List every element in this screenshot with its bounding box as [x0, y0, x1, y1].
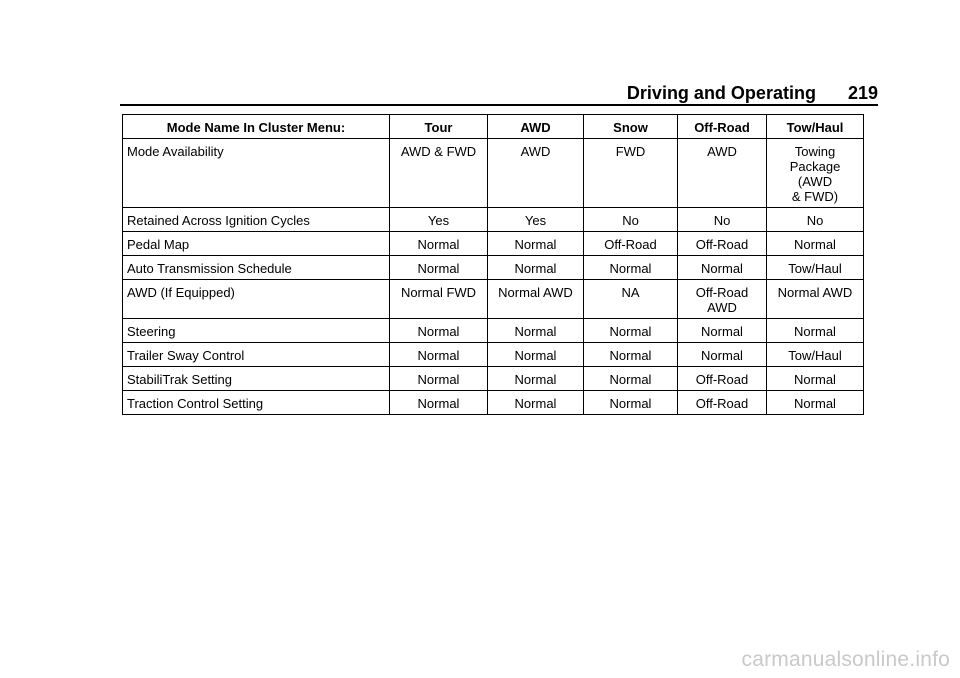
table-cell: Normal	[390, 391, 488, 415]
row-label: Mode Availability	[123, 139, 390, 208]
row-label: Trailer Sway Control	[123, 343, 390, 367]
table-cell: Off-Road	[678, 367, 767, 391]
column-header: Tow/Haul	[767, 115, 864, 139]
table-cell: Normal	[678, 343, 767, 367]
table-cell: Normal	[390, 232, 488, 256]
table-row	[123, 280, 864, 319]
table-cell: NA	[584, 280, 678, 319]
table-cell: Yes	[390, 208, 488, 232]
table-cell: Normal	[488, 367, 584, 391]
table-cell: Normal	[767, 367, 864, 391]
table-cell: Normal	[584, 256, 678, 280]
table-cell: Normal	[488, 232, 584, 256]
table-cell: Normal	[767, 232, 864, 256]
table-cell: Normal FWD	[390, 280, 488, 319]
table-cell: Off-Road	[584, 232, 678, 256]
table-row	[123, 367, 864, 391]
row-label: Auto Transmission Schedule	[123, 256, 390, 280]
drive-mode-table	[122, 114, 864, 415]
table-cell: Tow/Haul	[767, 256, 864, 280]
table-cell: No	[584, 208, 678, 232]
row-label: AWD (If Equipped)	[123, 280, 390, 319]
table-cell: Off-Road AWD	[678, 280, 767, 319]
table-cell: Normal AWD	[767, 280, 864, 319]
row-label: Pedal Map	[123, 232, 390, 256]
column-header: Snow	[584, 115, 678, 139]
row-label: Traction Control Setting	[123, 391, 390, 415]
column-header: Off-Road	[678, 115, 767, 139]
table-cell: Normal	[678, 319, 767, 343]
table-cell: Tow/Haul	[767, 343, 864, 367]
row-label: Steering	[123, 319, 390, 343]
watermark: carmanualsonline.info	[741, 648, 950, 671]
page-header	[120, 82, 878, 104]
table-body	[123, 139, 864, 415]
section-title: Driving and Operating	[626, 83, 816, 103]
table-cell: Normal	[488, 391, 584, 415]
table-cell: Normal	[584, 319, 678, 343]
table-cell: No	[678, 208, 767, 232]
table-cell: Yes	[488, 208, 584, 232]
table-cell: Normal	[584, 343, 678, 367]
table-cell: Normal	[767, 391, 864, 415]
table-cell: Normal	[678, 256, 767, 280]
table-header-row	[123, 115, 864, 139]
header-rule	[120, 104, 878, 106]
row-label: StabiliTrak Setting	[123, 367, 390, 391]
column-header: Mode Name In Cluster Menu:	[123, 115, 390, 139]
page-number: 219	[847, 83, 878, 103]
table-cell: Normal	[584, 391, 678, 415]
table-cell: Off-Road	[678, 391, 767, 415]
row-label: Retained Across Ignition Cycles	[123, 208, 390, 232]
table-cell: Normal	[390, 367, 488, 391]
table-cell: AWD & FWD	[390, 139, 488, 208]
table-cell: Normal	[488, 343, 584, 367]
table-row	[123, 256, 864, 280]
column-header: Tour	[390, 115, 488, 139]
column-header: AWD	[488, 115, 584, 139]
table-cell: Normal	[767, 319, 864, 343]
table-cell: Normal	[584, 367, 678, 391]
table-row	[123, 139, 864, 208]
table-row	[123, 319, 864, 343]
table-cell: Normal AWD	[488, 280, 584, 319]
table-cell: Towing Package (AWD & FWD)	[767, 139, 864, 208]
table-cell: Normal	[488, 319, 584, 343]
table-cell: Off-Road	[678, 232, 767, 256]
table-row	[123, 391, 864, 415]
table-cell: Normal	[390, 319, 488, 343]
table-cell: AWD	[678, 139, 767, 208]
table-cell: Normal	[488, 256, 584, 280]
table-cell: Normal	[390, 343, 488, 367]
table-cell: FWD	[584, 139, 678, 208]
table-row	[123, 208, 864, 232]
table-row	[123, 343, 864, 367]
table-cell: No	[767, 208, 864, 232]
table-row	[123, 232, 864, 256]
table-cell: AWD	[488, 139, 584, 208]
table-cell: Normal	[390, 256, 488, 280]
